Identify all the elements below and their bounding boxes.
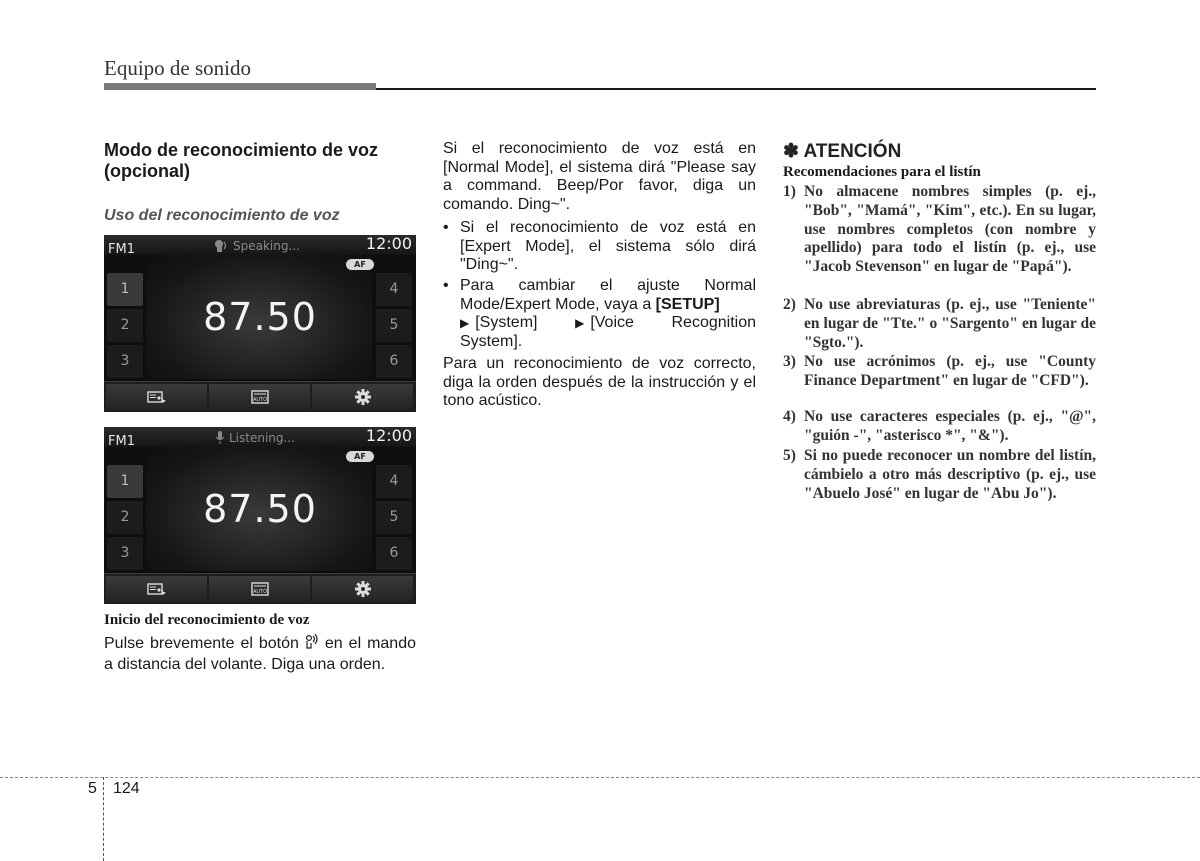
item-number: 2) bbox=[783, 296, 796, 313]
bullet-text-start: Para cambiar el ajuste Normal Mode/Expert Mode, vaya a bbox=[460, 277, 756, 313]
bullet-item bbox=[443, 219, 756, 275]
clock: 12:00 bbox=[365, 427, 412, 445]
item-number: 4) bbox=[783, 408, 796, 425]
item-text: No almacene nombres simples (p. ej., "Bob", "Mamá", "Kim", etc.). En su lugar, use nombres completos (con nombre y apellido) para todo el listín (p. ej., use "Jacob Stevenson" en lugar de "Papá"). bbox=[804, 183, 1096, 276]
band-label: FM1 bbox=[108, 242, 135, 257]
voice-status bbox=[214, 431, 295, 445]
gear-icon bbox=[354, 580, 372, 598]
bullet-item bbox=[443, 277, 756, 351]
normal-mode-paragraph: Si el reconocimiento de voz está en [Normal Mode], el sistema dirá "Please say a command. Beep/Por favor, diga un comando. Ding~". bbox=[443, 140, 756, 213]
auto-store-button[interactable] bbox=[209, 384, 310, 410]
radio-list-button[interactable] bbox=[106, 576, 207, 602]
svg-text:AUTO: AUTO bbox=[252, 397, 267, 403]
instruction-text-start: Pulse brevemente el botón bbox=[104, 635, 299, 652]
preset-button-1[interactable]: 1 bbox=[107, 465, 143, 498]
preset-button-4[interactable]: 4 bbox=[376, 273, 412, 306]
voice-recognition-menu-ref: [Voice Recognition System]. bbox=[460, 314, 756, 350]
screen-toolbar bbox=[104, 573, 416, 604]
screen-toolbar bbox=[104, 381, 416, 412]
preset-button-6[interactable]: 6 bbox=[376, 345, 412, 378]
radio-list-icon bbox=[147, 581, 167, 597]
system-menu-ref: [System] bbox=[475, 314, 538, 331]
attention-item bbox=[783, 353, 1096, 391]
svg-text:AUTO: AUTO bbox=[252, 589, 267, 595]
radio-auto-icon bbox=[250, 389, 270, 405]
preset-button-6[interactable]: 6 bbox=[376, 537, 412, 570]
bullet-text: Si el reconocimiento de voz está en [Expert Mode], el sistema sólo dirá "Ding~". bbox=[460, 219, 756, 273]
header-rule-accent bbox=[104, 83, 376, 90]
item-number: 5) bbox=[783, 447, 796, 464]
item-text: No use abreviaturas (p. ej., use "Teniente" en lugar de "Tte." o "Sargento" en lugar de "Sgto."). bbox=[804, 296, 1096, 351]
voice-status-text: Speaking... bbox=[233, 239, 300, 253]
bullet-dot: • bbox=[443, 219, 449, 236]
section-header-title: Equipo de sonido bbox=[104, 56, 251, 80]
preset-button-5[interactable]: 5 bbox=[376, 309, 412, 342]
attention-title: ✽ ATENCIÓN bbox=[783, 141, 902, 162]
radio-auto-icon bbox=[250, 581, 270, 597]
item-text: No use caracteres especiales (p. ej., "@", "guión -", "asterisco *", "&"). bbox=[804, 408, 1096, 444]
radio-screen-listening bbox=[104, 427, 416, 604]
bullet-text bbox=[460, 277, 756, 351]
arrow-right-icon: ▶ bbox=[460, 316, 470, 330]
speaking-voice-icon bbox=[214, 239, 230, 252]
auto-store-button[interactable] bbox=[209, 576, 310, 602]
attention-subtitle: Recomendaciones para el listín bbox=[783, 164, 981, 180]
frequency-display: 87.50 bbox=[203, 487, 317, 531]
microphone-icon bbox=[214, 431, 226, 444]
preset-button-4[interactable]: 4 bbox=[376, 465, 412, 498]
page-number: 124 bbox=[113, 780, 140, 797]
radio-list-icon bbox=[147, 389, 167, 405]
instruction-text-end: en el mando a distancia del volante. Diga una orden. bbox=[104, 635, 417, 673]
af-badge[interactable]: AF bbox=[346, 451, 374, 462]
chapter-number: 5 bbox=[88, 780, 97, 797]
gear-icon bbox=[354, 388, 372, 406]
preset-button-2[interactable]: 2 bbox=[107, 309, 143, 342]
instruction-paragraph bbox=[104, 634, 416, 674]
preset-button-1[interactable]: 1 bbox=[107, 273, 143, 306]
subsection-heading: Uso del reconocimiento de voz bbox=[104, 207, 340, 224]
voice-button-icon bbox=[305, 634, 319, 656]
item-text: No use acrónimos (p. ej., use "County Finance Department" en lugar de "CFD"). bbox=[804, 353, 1096, 389]
attention-item bbox=[783, 447, 1096, 503]
setup-menu-ref: [SETUP] bbox=[655, 295, 720, 313]
settings-button[interactable] bbox=[312, 576, 413, 602]
item-number: 1) bbox=[783, 183, 796, 200]
band-label: FM1 bbox=[108, 434, 135, 449]
preset-button-3[interactable]: 3 bbox=[107, 537, 143, 570]
settings-button[interactable] bbox=[312, 384, 413, 410]
attention-item bbox=[783, 296, 1096, 352]
voice-status-text: Listening... bbox=[229, 431, 295, 445]
radio-screen-speaking bbox=[104, 235, 416, 412]
af-badge[interactable]: AF bbox=[346, 259, 374, 270]
preset-button-5[interactable]: 5 bbox=[376, 501, 412, 534]
item-number: 3) bbox=[783, 353, 796, 370]
figure-caption: Inicio del reconocimiento de voz bbox=[104, 612, 310, 628]
radio-list-button[interactable] bbox=[106, 384, 207, 410]
voice-status bbox=[214, 239, 300, 253]
item-text: Si no puede reconocer un nombre del listín, cámbielo a otro más descriptivo (p. ej., use "Abuelo José" en lugar de "Abu Jo"). bbox=[804, 447, 1096, 502]
header-rule bbox=[376, 88, 1096, 90]
arrow-right-icon: ▶ bbox=[575, 316, 585, 330]
attention-item bbox=[783, 408, 1096, 446]
correct-usage-paragraph: Para un reconocimiento de voz correcto, diga la orden después de la instrucción y el tono acústico. bbox=[443, 355, 756, 409]
footer-divider bbox=[0, 777, 1200, 778]
attention-item bbox=[783, 183, 1096, 277]
frequency-display: 87.50 bbox=[203, 295, 317, 339]
section-heading: Modo de reconocimiento de voz (opcional) bbox=[104, 140, 379, 181]
bullet-dot: • bbox=[443, 277, 449, 294]
preset-button-3[interactable]: 3 bbox=[107, 345, 143, 378]
clock: 12:00 bbox=[365, 235, 412, 253]
preset-button-2[interactable]: 2 bbox=[107, 501, 143, 534]
footer-vertical-divider bbox=[103, 777, 104, 861]
